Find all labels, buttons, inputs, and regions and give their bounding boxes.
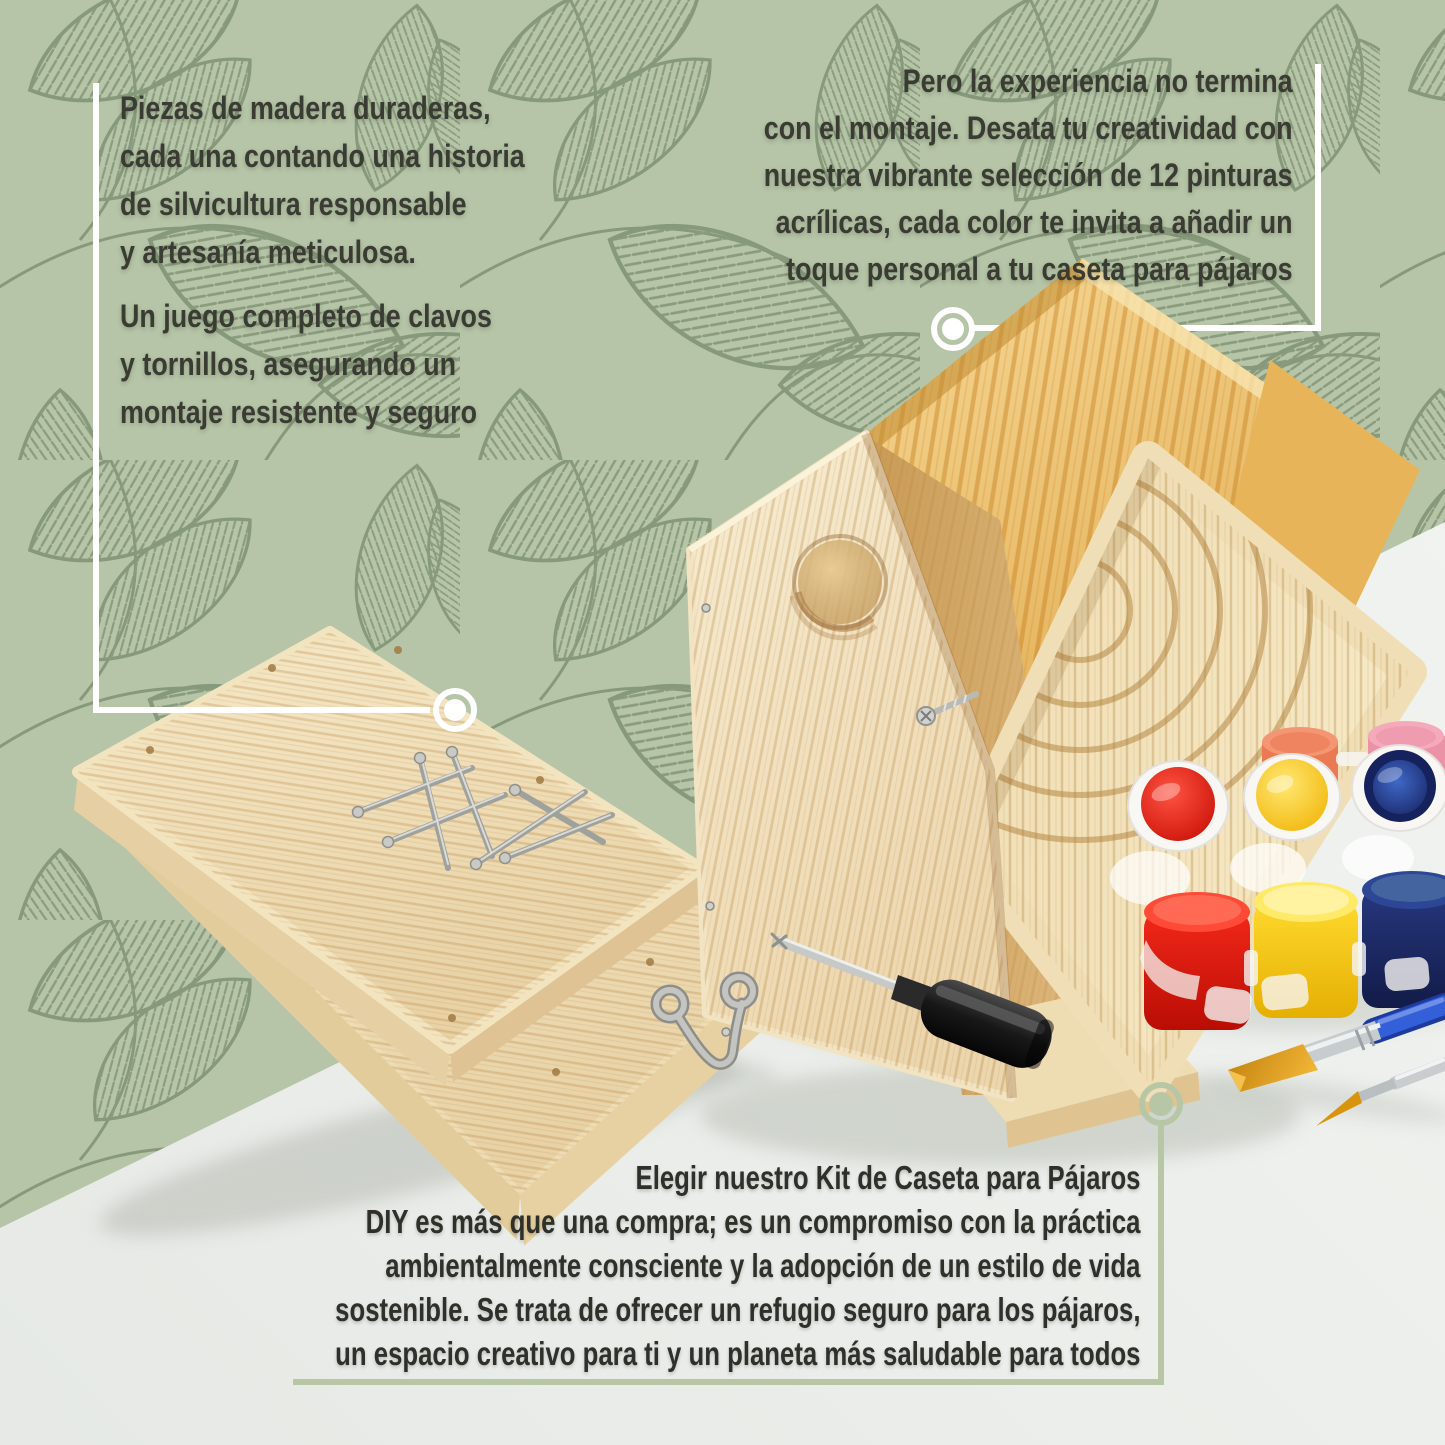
text-block-hardware: [120, 292, 492, 436]
text-line: Elegir nuestro Kit de Caseta para Pájaros: [635, 1159, 1140, 1196]
text-line: sostenible. Se trata de ofrecer un refugio seguro para los pájaros,: [334, 1291, 1140, 1328]
text-line: toque personal a tu caseta para pájaros: [786, 251, 1293, 287]
text-line: Un juego completo de clavos: [120, 298, 492, 334]
paint-pot-red-front: [1140, 892, 1253, 1030]
text-line: con el montaje. Desata tu creatividad con: [764, 110, 1293, 146]
text-line: y artesanía meticulosa.: [120, 234, 416, 270]
text-line: acrílicas, cada color te invita a añadir un: [776, 204, 1293, 240]
text-line: un espacio creativo para ti y un planeta más saludable para todos: [334, 1335, 1140, 1372]
text-line: DIY es más que una compra; es un compromiso con la práctica: [365, 1203, 1141, 1240]
text-line: ambientalmente consciente y la adopción de un estilo de vida: [384, 1247, 1140, 1284]
paint-pot-yellow-front: [1254, 882, 1358, 1018]
acrylic-paint-pots: [1110, 721, 1445, 1030]
text-block-footer: [335, 1156, 1140, 1376]
paint-pot-blue-front: [1362, 871, 1445, 1008]
text-block-wood-features: [120, 84, 525, 276]
text-line: montaje resistente y seguro: [120, 394, 478, 430]
text-block-paints: [764, 58, 1293, 293]
text-line: Pero la experiencia no termina: [903, 63, 1293, 99]
text-line: Piezas de madera duraderas,: [120, 90, 491, 126]
text-line: cada una contando una historia: [120, 138, 525, 174]
text-line: y tornillos, asegurando un: [120, 346, 457, 382]
text-line: nuestra vibrante selección de 12 pinturas: [764, 157, 1293, 193]
text-line: de silvicultura responsable: [120, 186, 467, 222]
